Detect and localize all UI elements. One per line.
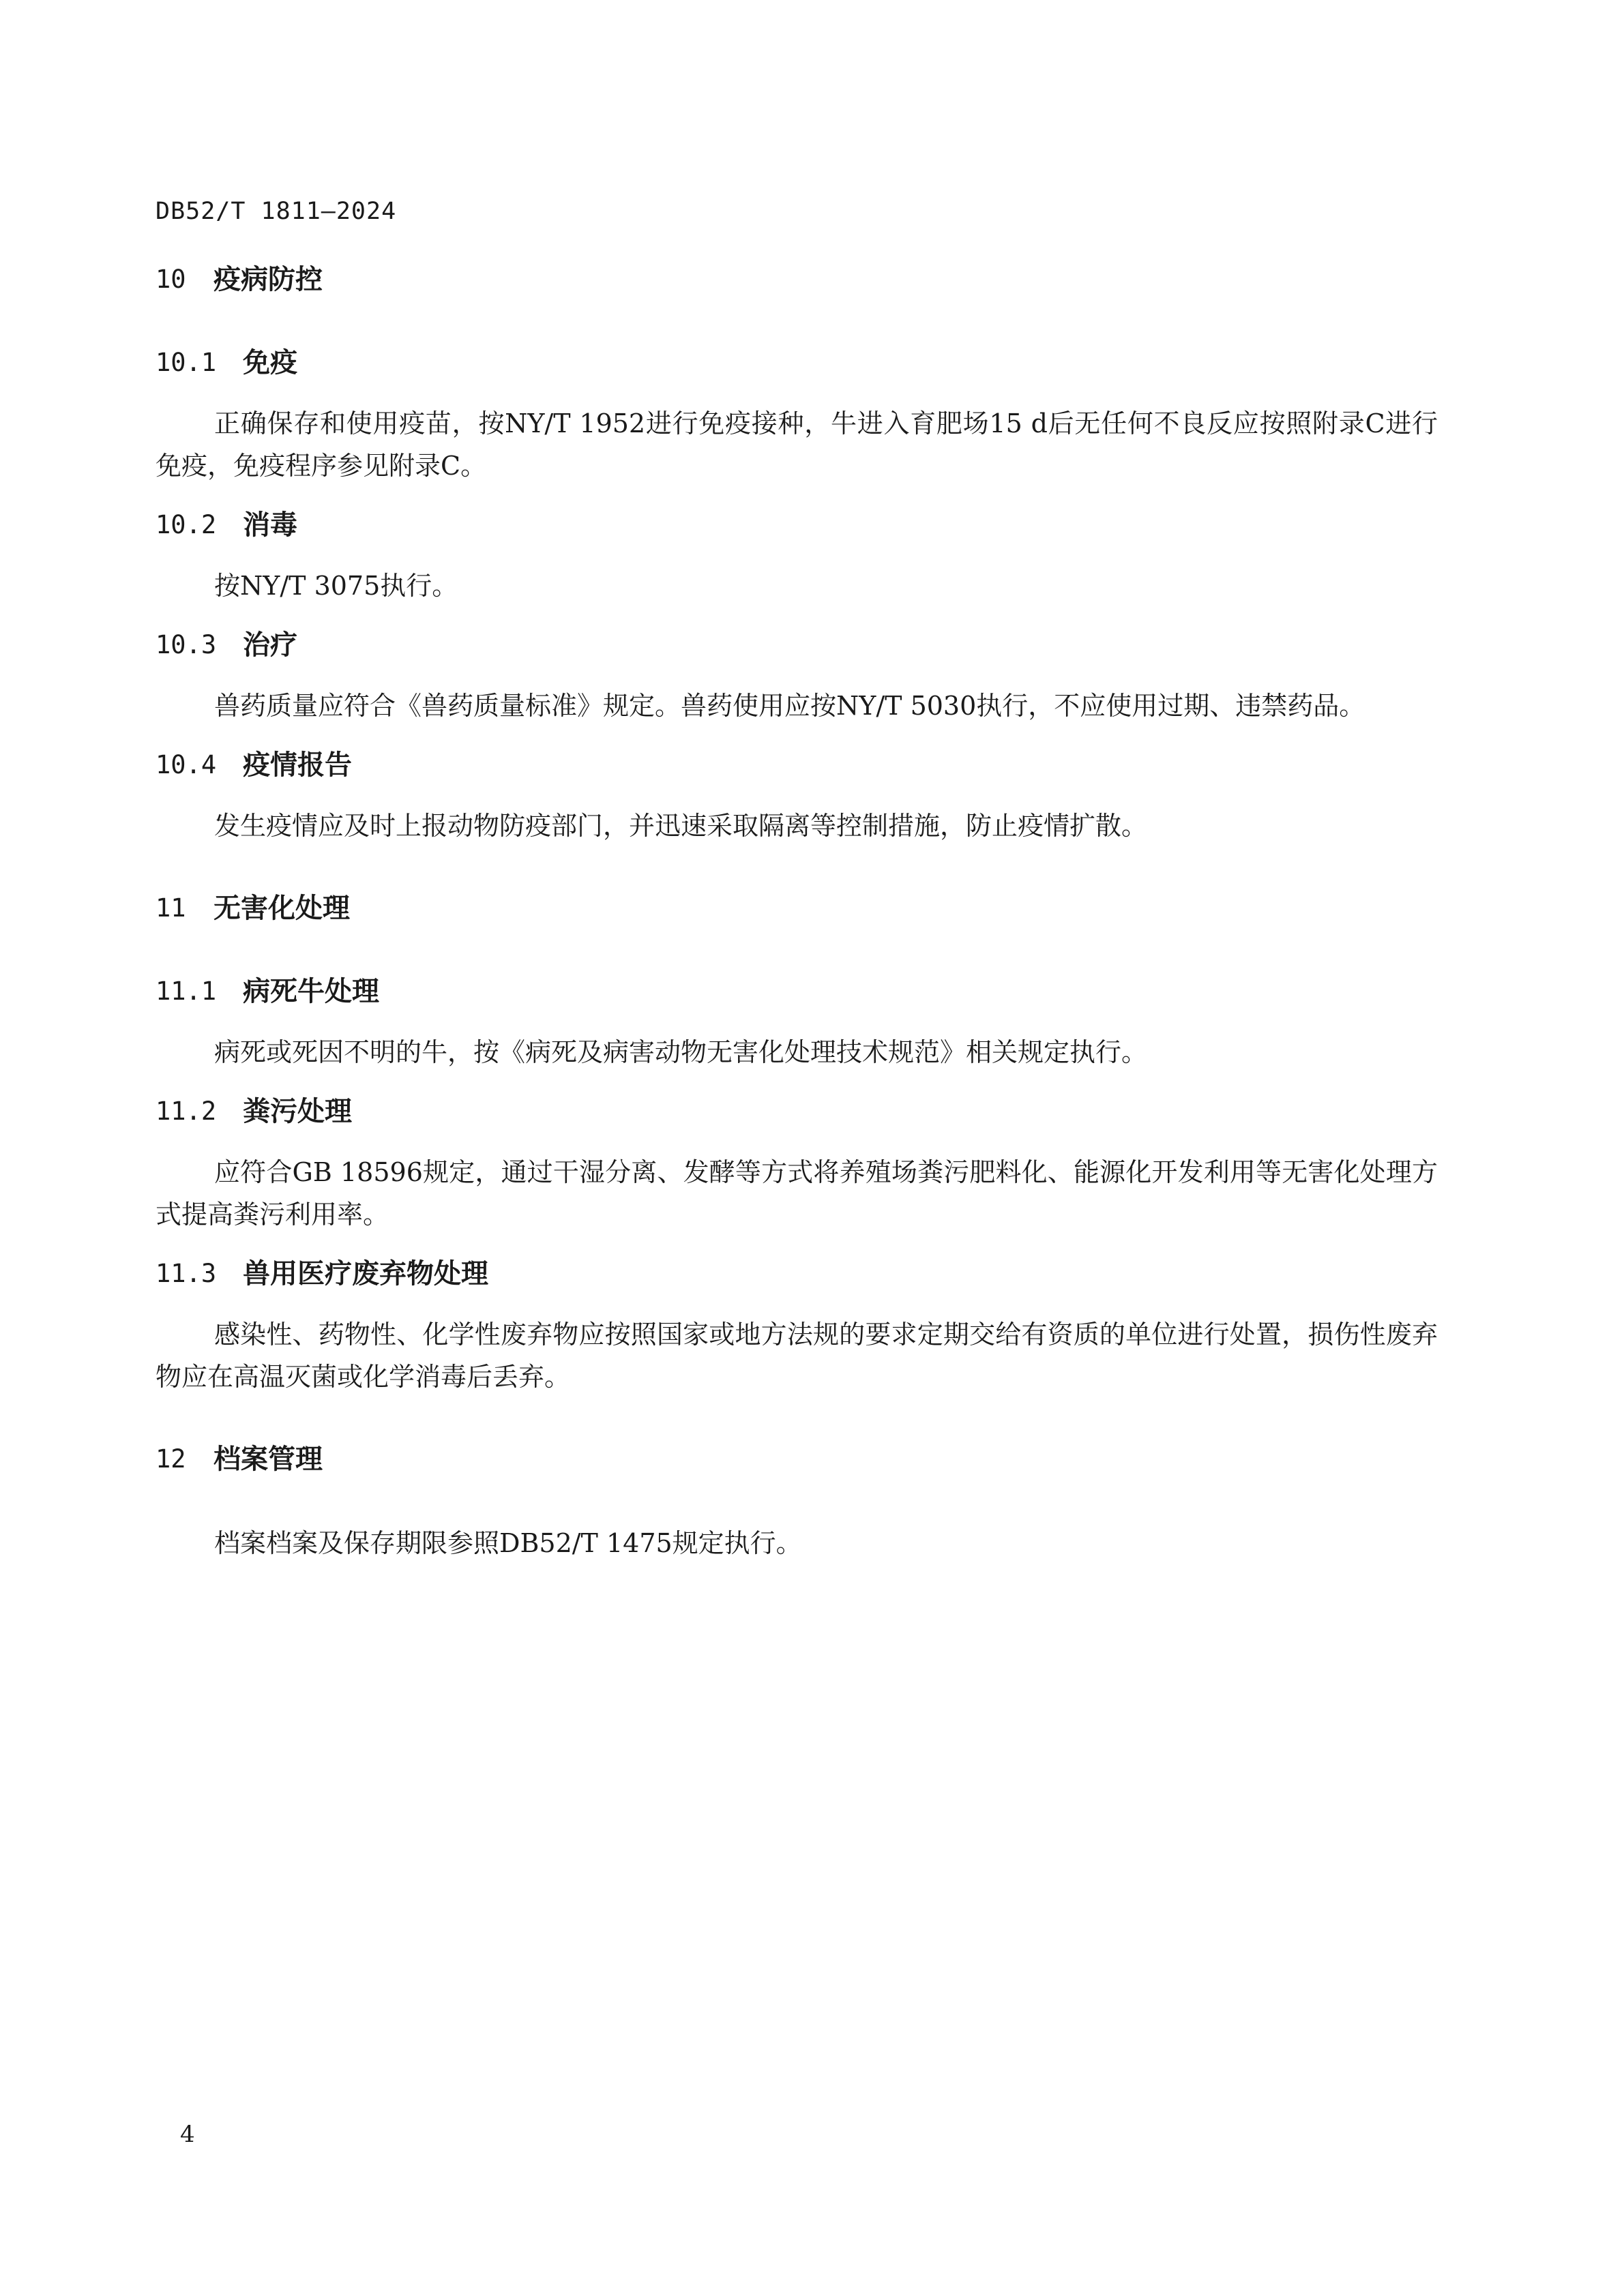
subsection-heading-10-2 [156, 505, 1438, 546]
document-body [156, 259, 1438, 1582]
subsection-heading-10-1 [156, 342, 1438, 383]
subsection-number: 10.4 [156, 750, 217, 779]
paragraph: 按NY/T 3075执行。 [214, 571, 458, 601]
section-number: 11 [156, 893, 186, 923]
paragraph: 感染性、药物性、化学性废弃物应按照国家或地方法规的要求定期交给有资质的单位进行处置，损伤性废弃物应在高温灭菌或化学消毒后丢弃。 [156, 1320, 1438, 1392]
section-title: 档案管理 [213, 1444, 323, 1475]
paragraph: 病死或死因不明的牛，按《病死及病害动物无害化处理技术规范》相关规定执行。 [214, 1037, 1148, 1067]
paragraph: 发生疫情应及时上报动物防疫部门，并迅速采取隔离等控制措施，防止疫情扩散。 [214, 811, 1148, 841]
subsection-title: 免疫 [243, 347, 297, 378]
subsection-number: 11.1 [156, 976, 217, 1006]
section-number: 10 [156, 265, 186, 294]
paragraph: 兽药质量应符合《兽药质量标准》规定。兽药使用应按NY/T 5030执行，不应使用过期、违禁药品。 [214, 691, 1365, 721]
subsection-title: 疫情报告 [243, 749, 352, 781]
section-heading-10 [156, 259, 1438, 300]
paragraph: 应符合GB 18596规定，通过干湿分离、发酵等方式将养殖场粪污肥料化、能源化开发利用等无害化处理方式提高粪污利用率。 [156, 1157, 1438, 1229]
subsection-number: 10.1 [156, 348, 217, 377]
section-heading-12 [156, 1439, 1438, 1480]
subsection-number: 11.3 [156, 1259, 217, 1288]
subsection-number: 11.2 [156, 1097, 217, 1126]
subsection-heading-10-4 [156, 745, 1438, 786]
subsection-heading-11-1 [156, 971, 1438, 1012]
page-number: 4 [180, 2121, 195, 2148]
subsection-number: 10.2 [156, 510, 217, 539]
section-heading-11 [156, 888, 1438, 929]
subsection-title: 兽用医疗废弃物处理 [243, 1258, 488, 1289]
section-title: 无害化处理 [213, 893, 350, 924]
section-number: 12 [156, 1444, 186, 1474]
subsection-heading-11-2 [156, 1091, 1438, 1132]
subsection-title: 病死牛处理 [243, 976, 379, 1007]
subsection-number: 10.3 [156, 630, 217, 659]
paragraph: 档案档案及保存期限参照DB52/T 1475规定执行。 [214, 1528, 802, 1558]
subsection-title: 消毒 [243, 509, 297, 541]
document-code: DB52/T 1811—2024 [156, 198, 397, 225]
subsection-heading-10-3 [156, 625, 1438, 666]
subsection-title: 粪污处理 [243, 1096, 352, 1127]
subsection-title: 治疗 [243, 629, 297, 661]
section-title: 疫病防控 [213, 264, 323, 295]
subsection-heading-11-3 [156, 1253, 1438, 1294]
paragraph: 正确保存和使用疫苗，按NY/T 1952进行免疫接种，牛进入育肥场15 d后无任何不良反应按照附录C进行免疫，免疫程序参见附录C。 [156, 408, 1438, 481]
